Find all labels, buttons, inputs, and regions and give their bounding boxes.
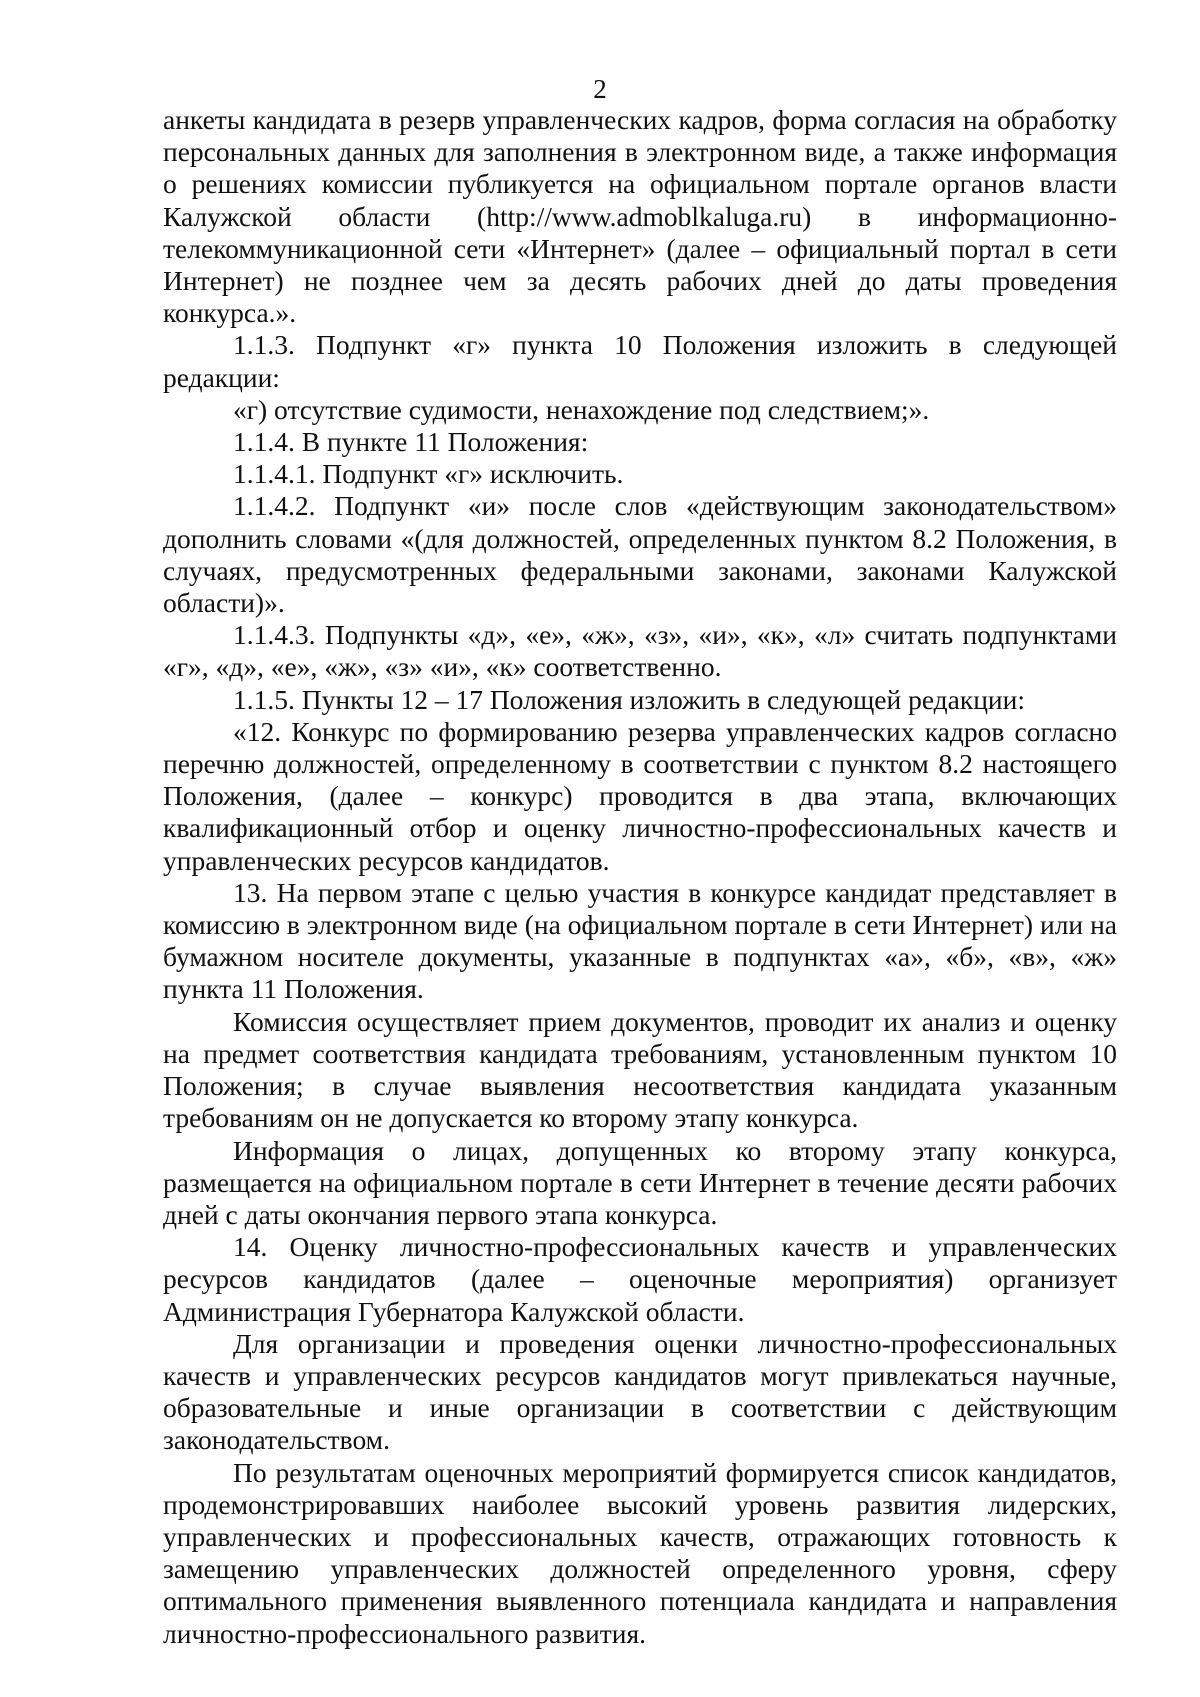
- paragraph: 14. Оценку личностно-профессиональных качеств и управленческих ресурсов кандидатов (далее – оценочные мероприятия) организует Администрация Губернатора Калужской области.: [163, 1231, 1117, 1327]
- paragraph: 13. На первом этапе с целью участия в конкурсе кандидат представляет в комиссию в электронном виде (на официальном портале в сети Интернет) или на бумажном носителе документы, указанные в подпунктах «а», «б», «в», «ж» пункта 11 Положения.: [163, 876, 1117, 1005]
- document-body: [163, 104, 1117, 1650]
- paragraph: «12. Конкурс по формированию резерва управленческих кадров согласно перечню должностей, определенному в соответствии с пунктом 8.2 настоящего Положения, (далее – конкурс) проводится в два этапа, включающих квалификационный отбор и оценку личностно-профессиональных качеств и управленческих ресурсов кандидатов.: [163, 715, 1117, 876]
- paragraph: 1.1.4.3. Подпункты «д», «е», «ж», «з», «и», «к», «л» считать подпунктами «г», «д», «е», «ж», «з» «и», «к» соответственно.: [163, 619, 1117, 683]
- paragraph: 1.1.4. В пункте 11 Положения:: [233, 426, 589, 458]
- paragraph: Информация о лицах, допущенных ко второму этапу конкурса, размещается на официальном портале в сети Интернет в течение десяти рабочих дней с даты окончания первого этапа конкурса.: [163, 1134, 1117, 1230]
- paragraph: 1.1.5. Пункты 12 – 17 Положения изложить в следующей редакции:: [233, 683, 1026, 715]
- paragraph: «г) отсутствие судимости, ненахождение под следствием;».: [233, 393, 930, 425]
- paragraph: 1.1.4.2. Подпункт «и» после слов «действующим законодательством» дополнить словами «(для должностей, определенных пунктом 8.2 Положения, в случаях, предусмотренных федеральными законами, законами Калужской области)».: [163, 490, 1117, 619]
- paragraph: анкеты кандидата в резерв управленческих кадров, форма согласия на обработку персональных данных для заполнения в электронном виде, а также информация о решениях комиссии публикуется на официальном портале органов власти Калужской области (http://www.admoblkaluga.ru) в информационно-телекоммуникационной сети «Интернет» (далее – официальный портал в сети Интернет) не позднее чем за десять рабочих дней до даты проведения конкурса.».: [163, 104, 1117, 329]
- paragraph: По результатам оценочных мероприятий формируется список кандидатов, продемонстрировавших наиболее высокий уровень развития лидерских, управленческих и профессиональных качеств, отражающих готовность к замещению управленческих должностей определенного уровня, сферу оптимального применения выявленного потенциала кандидата и направления личностно-профессионального развития.: [163, 1456, 1117, 1649]
- paragraph: 1.1.4.1. Подпункт «г» исключить.: [233, 458, 624, 490]
- paragraph: 1.1.3. Подпункт «г» пункта 10 Положения изложить в следующей редакции:: [163, 329, 1117, 393]
- paragraph: Для организации и проведения оценки личностно-профессиональных качеств и управленческих ресурсов кандидатов могут привлекаться научные, образовательные и иные организации в соответствии с действующим законодательством.: [163, 1327, 1117, 1456]
- paragraph: Комиссия осуществляет прием документов, проводит их анализ и оценку на предмет соответствия кандидата требованиям, установленным пунктом 10 Положения; в случае выявления несоответствия кандидата указанным требованиям он не допускается ко второму этапу конкурса.: [163, 1005, 1117, 1134]
- page-number: 2: [593, 74, 607, 104]
